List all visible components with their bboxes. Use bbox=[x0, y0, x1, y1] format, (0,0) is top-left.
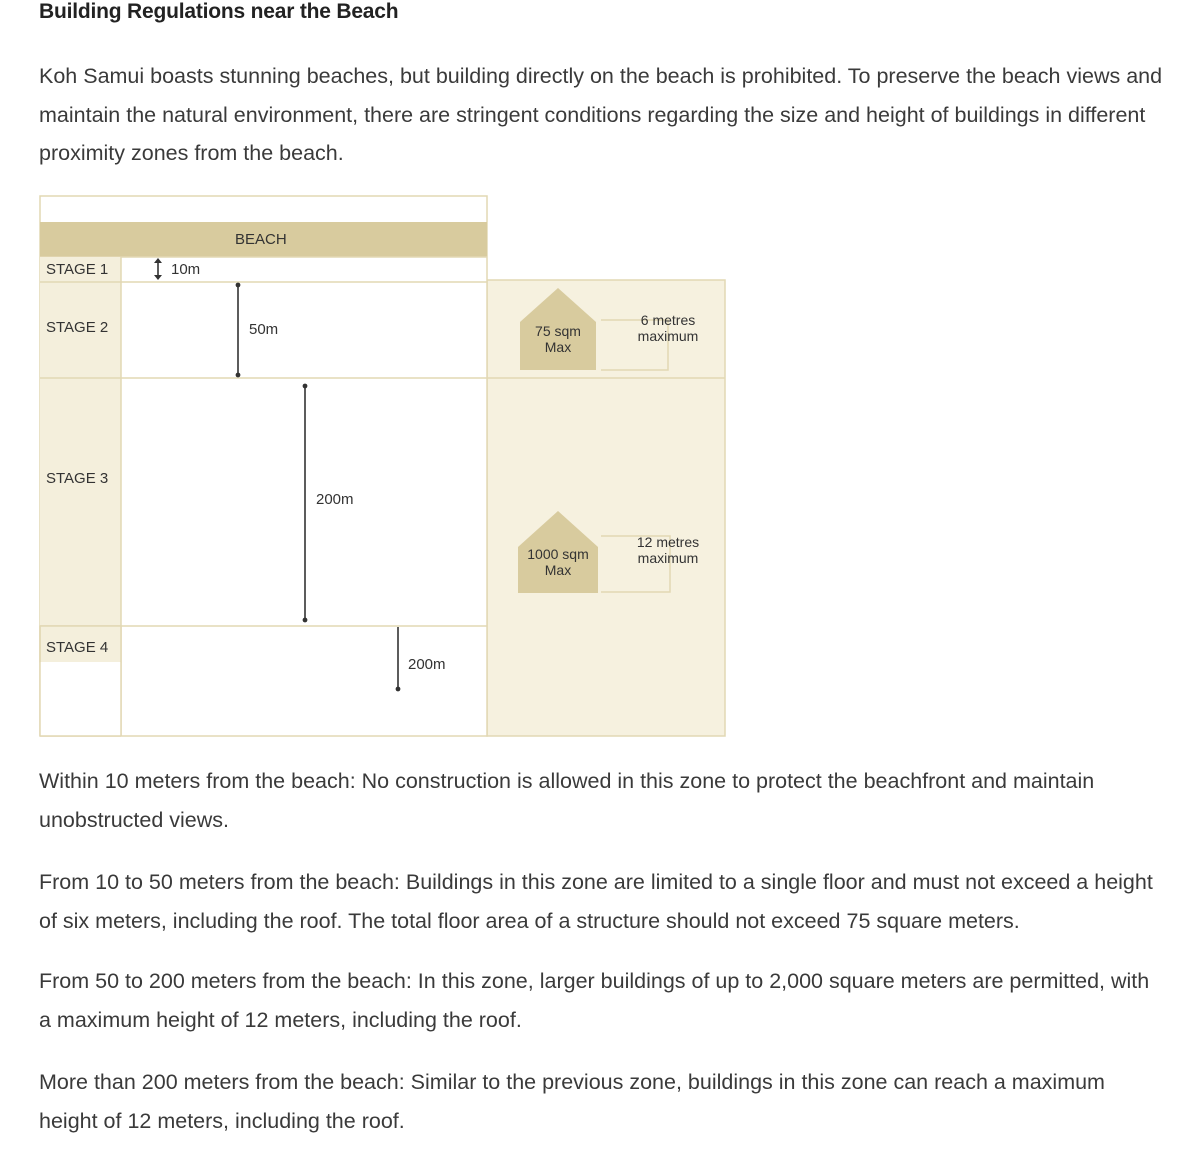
house-large-area bbox=[514, 546, 602, 578]
zone1-paragraph: Within 10 meters from the beach: No construction is allowed in this zone to protect the beachfront and maintain unobstructed views. bbox=[39, 769, 1095, 832]
house-small-height bbox=[622, 312, 714, 344]
house-small-height-value: 6 metres bbox=[640, 312, 696, 328]
house-large-area-max: Max bbox=[544, 562, 572, 578]
house-large-height bbox=[622, 534, 714, 566]
beach-label: BEACH bbox=[235, 231, 287, 248]
house-small-area-max: Max bbox=[544, 339, 572, 355]
stage-label-3: STAGE 3 bbox=[46, 470, 109, 487]
page-title: Building Regulations near the Beach bbox=[39, 0, 399, 23]
distance-label-200m-stage3: 200m bbox=[316, 491, 354, 508]
stage-label-4: STAGE 4 bbox=[46, 639, 109, 656]
house-large-height-value: 12 metres bbox=[636, 534, 700, 550]
distance-label-200m-stage4: 200m bbox=[408, 656, 446, 673]
house-large-height-max: maximum bbox=[637, 550, 699, 566]
beach-zones-diagram bbox=[0, 0, 760, 745]
zone2-paragraph: From 10 to 50 meters from the beach: Buildings in this zone are limited to a single floor and must not exceed a height of six meters, including the roof. The total floor area of a structure should not exceed 75 square meters. bbox=[39, 870, 1153, 933]
stage-label-2: STAGE 2 bbox=[46, 319, 109, 336]
distance-label-10m: 10m bbox=[171, 261, 201, 278]
stage-label-1: STAGE 1 bbox=[46, 261, 109, 278]
house-small-height-max: maximum bbox=[637, 328, 699, 344]
house-small-area bbox=[520, 323, 596, 355]
zone4-paragraph: More than 200 meters from the beach: Similar to the previous zone, buildings in this zone can reach a maximum height of 12 meters, including the roof. bbox=[39, 1070, 1105, 1133]
distance-label-50m: 50m bbox=[249, 321, 279, 338]
diagram-graphic bbox=[0, 0, 760, 745]
intro-paragraph: Koh Samui boasts stunning beaches, but building directly on the beach is prohibited. To preserve the beach views and maintain the natural environment, there are stringent conditions regarding the size and height of buildings in different proximity zones from the beach. bbox=[39, 64, 1163, 165]
house-large-area-value: 1000 sqm bbox=[527, 546, 589, 562]
zone3-paragraph: From 50 to 200 meters from the beach: In this zone, larger buildings of up to 2,000 square meters are permitted, with a maximum height of 12 meters, including the roof. bbox=[39, 969, 1150, 1032]
house-small-area-value: 75 sqm bbox=[535, 323, 581, 339]
